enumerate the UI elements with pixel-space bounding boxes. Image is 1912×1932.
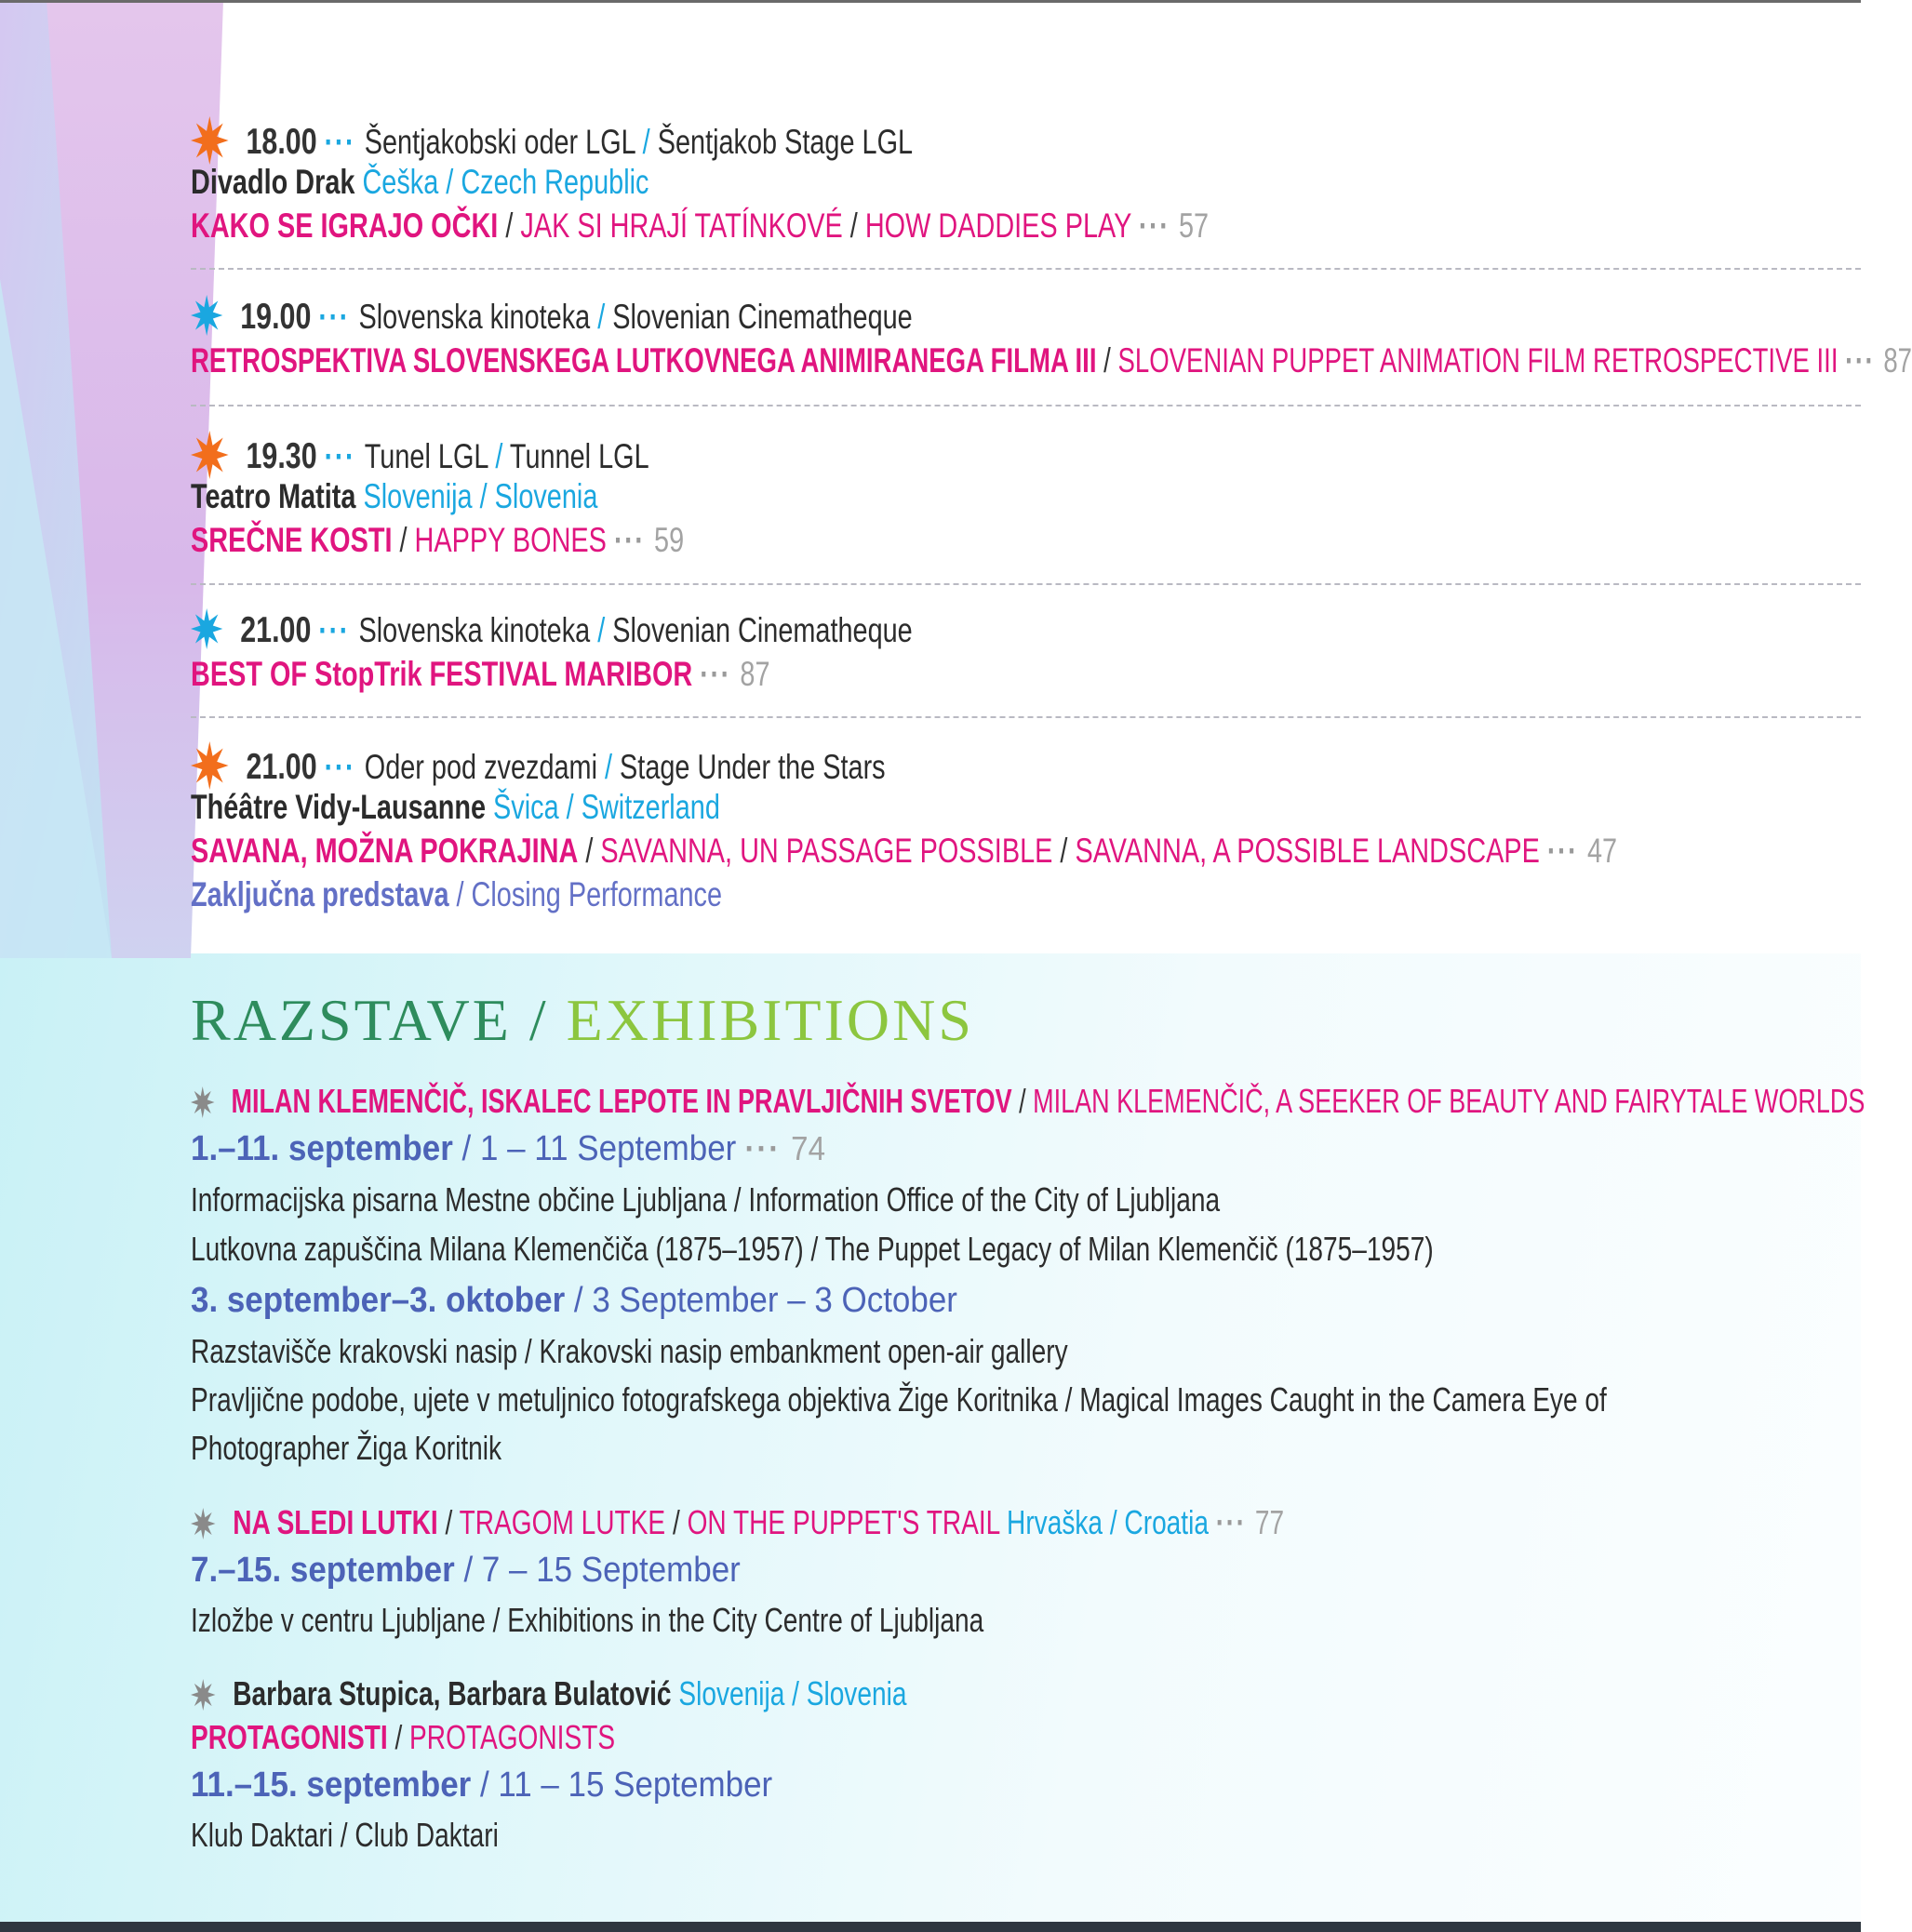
blue-star-icon bbox=[191, 608, 222, 649]
venue-en: Slovenian Cinematheque bbox=[612, 298, 913, 336]
event-time: 19.30 bbox=[246, 436, 317, 476]
title-en: HOW DADDIES PLAY bbox=[864, 207, 1131, 245]
exhibition-location: Razstavišče krakovski nasip / Krakovski nasip embankment open-air gallery bbox=[191, 1332, 1068, 1370]
company-name: Théâtre Vidy-Lausanne bbox=[191, 788, 487, 826]
divider bbox=[191, 583, 1861, 585]
page-ref: 77 bbox=[1254, 1503, 1285, 1541]
exhibition-3 bbox=[191, 1672, 1856, 1859]
exhibition-location: Klub Daktari / Club Daktari bbox=[191, 1816, 499, 1854]
date-si: 1.–11. september bbox=[191, 1129, 453, 1168]
title-en: MILAN KLEMENČIČ, A SEEKER OF BEAUTY AND FAIRYTALE WORLDS bbox=[1033, 1082, 1865, 1120]
event-2 bbox=[191, 295, 1912, 382]
country-si: Slovenija bbox=[363, 477, 473, 515]
title-si: RETROSPEKTIVA SLOVENSKEGA LUTKOVNEGA ANIMIRANEGA FILMA III bbox=[191, 341, 1097, 380]
country-en: Slovenia bbox=[494, 477, 598, 515]
event-5 bbox=[191, 741, 1847, 916]
page-ref: 57 bbox=[1178, 207, 1210, 245]
event-company: Théâtre Vidy-Lausanne Švica / Switzerland bbox=[191, 788, 720, 826]
country-en: Switzerland bbox=[581, 788, 720, 826]
company-name: Teatro Matita bbox=[191, 477, 356, 515]
heading-si: RAZSTAVE bbox=[191, 987, 512, 1053]
title-en: HAPPY BONES bbox=[414, 521, 607, 559]
date-en: 1 – 11 September bbox=[479, 1129, 737, 1168]
page-ref: 74 bbox=[791, 1129, 826, 1167]
event-time: 21.00 bbox=[246, 747, 317, 787]
title-si: NA SLEDI LUTKI bbox=[233, 1503, 438, 1541]
event-title: RETROSPEKTIVA SLOVENSKEGA LUTKOVNEGA ANIMIRANEGA FILMA III / SLOVENIAN PUPPET ANIMATION FILM RETROSPECTIVE III ··· 87 bbox=[191, 341, 1912, 380]
country-si: Švica bbox=[493, 788, 559, 826]
closing-en: Closing Performance bbox=[471, 875, 723, 913]
venue-en: Šentjakob Stage LGL bbox=[657, 123, 914, 161]
country-si: Hrvaška bbox=[1007, 1503, 1103, 1541]
country-en: Slovenia bbox=[806, 1674, 907, 1712]
exhibitions-heading: RAZSTAVE / EXHIBITIONS bbox=[191, 987, 974, 1053]
date-en: 3 September – 3 October bbox=[592, 1281, 957, 1320]
date-en: 7 – 15 September bbox=[481, 1551, 741, 1590]
title-si: MILAN KLEMENČIČ, ISKALEC LEPOTE IN PRAVLJIČNIH SVETOV bbox=[231, 1082, 1012, 1120]
exhibition-date: 11.–15. september / 11 – 15 September bbox=[191, 1765, 773, 1805]
dots-separator: ··· bbox=[324, 123, 365, 161]
orange-star-icon bbox=[191, 116, 229, 165]
event-title: KAKO SE IGRAJO OČKI / JAK SI HRAJÍ TATÍNKOVÉ / HOW DADDIES PLAY ··· 57 bbox=[191, 207, 1210, 245]
event-title: SAVANA, MOŽNA POKRAJINA / SAVANNA, UN PASSAGE POSSIBLE / SAVANNA, A POSSIBLE LANDSCAPE ··· 47 bbox=[191, 832, 1618, 870]
event-time: 18.00 bbox=[246, 122, 317, 162]
bottom-border bbox=[0, 1922, 1861, 1932]
venue-en: Slovenian Cinematheque bbox=[612, 611, 913, 649]
title-en: SAVANNA, A POSSIBLE LANDSCAPE bbox=[1075, 832, 1540, 870]
blue-star-icon bbox=[191, 295, 222, 336]
exhibition-date: 1.–11. september / 1 – 11 September ··· 74 bbox=[191, 1129, 826, 1168]
country-en: Croatia bbox=[1124, 1503, 1209, 1541]
exhibition-1 bbox=[191, 1079, 1865, 1472]
event-title: BEST OF StopTrik FESTIVAL MARIBOR ··· 87 bbox=[191, 655, 770, 693]
event-company: Teatro Matita Slovenija / Slovenia bbox=[191, 477, 598, 515]
country-si: Slovenija bbox=[678, 1674, 785, 1712]
event-time-venue: 21.00 ··· Slovenska kinoteka / Slovenian Cinematheque bbox=[191, 608, 1482, 652]
venue-si: Šentjakobski oder LGL bbox=[364, 123, 635, 161]
title-alt: TRAGOM LUTKE bbox=[459, 1503, 666, 1541]
orange-star-icon bbox=[191, 431, 229, 479]
venue-si: Slovenska kinoteka bbox=[358, 298, 591, 336]
event-1 bbox=[191, 116, 1847, 247]
event-time: 19.00 bbox=[240, 297, 312, 337]
country-si: Češka bbox=[362, 163, 439, 201]
date-si: 11.–15. september bbox=[191, 1765, 472, 1805]
venue-en: Tunnel LGL bbox=[509, 437, 649, 475]
venue-si: Tunel LGL bbox=[364, 437, 488, 475]
title-alt: SAVANNA, UN PASSAGE POSSIBLE bbox=[600, 832, 1053, 870]
venue-en: Stage Under the Stars bbox=[620, 748, 886, 786]
heading-en: EXHIBITIONS bbox=[566, 987, 974, 1053]
title-si: KAKO SE IGRAJO OČKI bbox=[191, 207, 499, 245]
title-si: PROTAGONISTI bbox=[191, 1718, 388, 1756]
event-title: SREČNE KOSTI / HAPPY BONES ··· 59 bbox=[191, 521, 685, 559]
venue-si: Slovenska kinoteka bbox=[358, 611, 591, 649]
exhibition-2 bbox=[191, 1500, 1856, 1645]
grey-star-icon bbox=[191, 1679, 216, 1711]
event-4 bbox=[191, 608, 1847, 696]
company-name: Divadlo Drak bbox=[191, 163, 355, 201]
page-ref: 87 bbox=[740, 655, 770, 693]
title-si: SAVANA, MOŽNA POKRAJINA bbox=[191, 832, 579, 870]
exhibition-description: Pravljične podobe, ujete v metuljnico fotografskega objektiva Žige Koritnika / Magical Images Caught in the Camera Eye of bbox=[191, 1380, 1607, 1419]
page-ref: 59 bbox=[654, 521, 685, 559]
exhibition-title: MILAN KLEMENČIČ, ISKALEC LEPOTE IN PRAVLJIČNIH SVETOV / MILAN KLEMENČIČ, A SEEKER OF BEAUTY AND FAIRYTALE WORLDS bbox=[191, 1079, 1440, 1123]
page-ref: 87 bbox=[1883, 341, 1912, 380]
event-time-venue: 21.00 ··· Oder pod zvezdami / Stage Under the Stars bbox=[191, 741, 1482, 785]
orange-star-icon bbox=[191, 741, 229, 790]
exhibition-description-cont: Photographer Žiga Koritnik bbox=[191, 1429, 502, 1467]
closing-note: Zaključna predstava / Closing Performance bbox=[191, 875, 723, 913]
exhibition-location: Izložbe v centru Ljubljane / Exhibitions in the City Centre of Ljubljana bbox=[191, 1601, 984, 1639]
exhibition-location: Informacijska pisarna Mestne občine Ljubljana / Information Office of the City of Ljubljana bbox=[191, 1180, 1221, 1219]
event-time-venue: 19.30 ··· Tunel LGL / Tunnel LGL bbox=[191, 431, 1482, 474]
exhibition-artists: Barbara Stupica, Barbara Bulatović Slovenija / Slovenia bbox=[191, 1672, 1490, 1715]
date-si: 3. september–3. oktober bbox=[191, 1281, 566, 1320]
title-en: PROTAGONISTS bbox=[409, 1718, 616, 1756]
divider bbox=[191, 716, 1861, 718]
date-si: 7.–15. september bbox=[191, 1551, 455, 1590]
event-time: 21.00 bbox=[240, 610, 312, 650]
grey-star-icon bbox=[191, 1508, 216, 1539]
event-time-venue: 19.00 ··· Slovenska kinoteka / Slovenian Cinematheque bbox=[191, 295, 1482, 339]
exhibition-description: Lutkovna zapuščina Milana Klemenčiča (1875–1957) / The Puppet Legacy of Milan Klemenčič (1875–1957) bbox=[191, 1230, 1434, 1268]
artists: Barbara Stupica, Barbara Bulatović bbox=[233, 1674, 672, 1712]
grey-star-icon bbox=[191, 1086, 215, 1118]
title-si: SREČNE KOSTI bbox=[191, 521, 393, 559]
exhibition-date: 3. september–3. oktober / 3 September – 3 October bbox=[191, 1281, 957, 1320]
exhibition-title: NA SLEDI LUTKI / TRAGOM LUTKE / ON THE PUPPET'S TRAIL Hrvaška / Croatia ··· 77 bbox=[191, 1500, 1490, 1544]
closing-si: Zaključna predstava bbox=[191, 875, 449, 913]
title-en: SLOVENIAN PUPPET ANIMATION FILM RETROSPECTIVE III bbox=[1117, 341, 1838, 380]
country-en: Czech Republic bbox=[461, 163, 649, 201]
page-ref: 47 bbox=[1586, 832, 1618, 870]
title-alt: JAK SI HRAJÍ TATÍNKOVÉ bbox=[520, 207, 843, 245]
title-si: BEST OF StopTrik FESTIVAL MARIBOR bbox=[191, 655, 693, 693]
venue-si: Oder pod zvezdami bbox=[364, 748, 597, 786]
divider bbox=[191, 405, 1861, 406]
exhibition-date: 7.–15. september / 7 – 15 September bbox=[191, 1551, 741, 1590]
divider bbox=[191, 268, 1861, 270]
event-3 bbox=[191, 431, 1847, 562]
top-border bbox=[0, 0, 1861, 3]
event-time-venue: 18.00 ··· Šentjakobski oder LGL / Šentjakob Stage LGL bbox=[191, 116, 1482, 160]
event-company: Divadlo Drak Češka / Czech Republic bbox=[191, 163, 649, 201]
date-en: 11 – 15 September bbox=[498, 1765, 773, 1805]
title-en: ON THE PUPPET'S TRAIL bbox=[687, 1503, 1000, 1541]
exhibition-title: PROTAGONISTI / PROTAGONISTS bbox=[191, 1718, 616, 1756]
